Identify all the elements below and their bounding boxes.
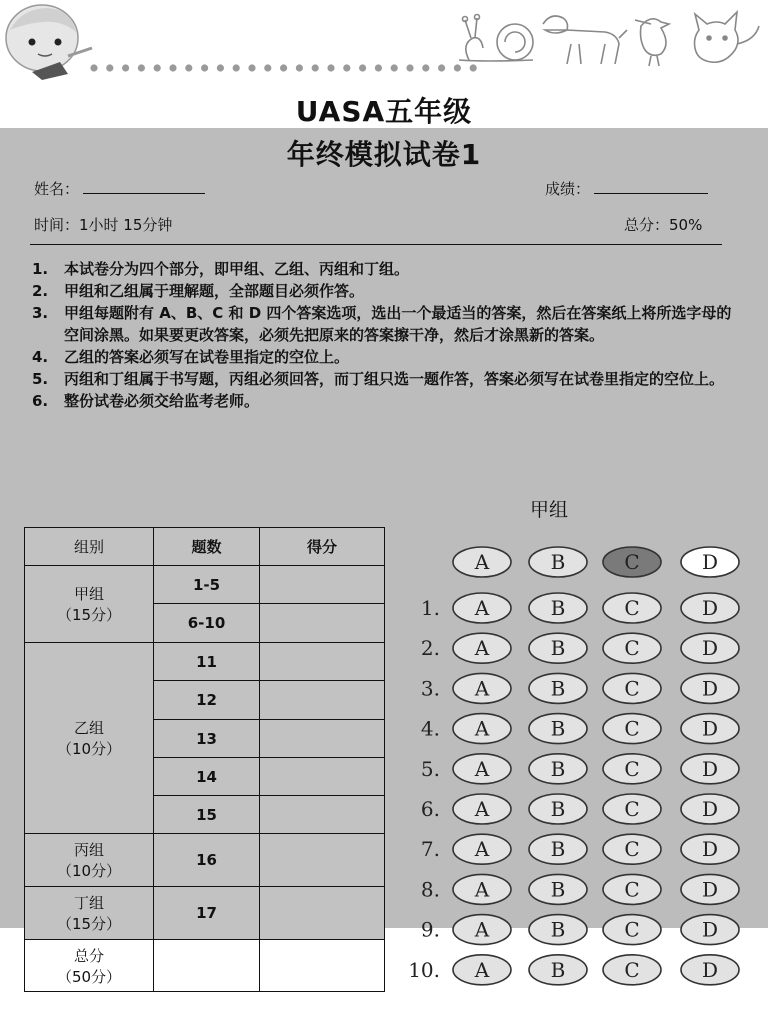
answer-bubble-a[interactable] (453, 754, 511, 784)
answer-bubble-a[interactable] (453, 794, 511, 824)
bubble-letter: A (474, 756, 490, 781)
instruction-text: 丙组和丁组属于书写题，丙组必须回答，而丁组只选一题作答，答案必须写在试卷里指定的空位上。 (64, 370, 725, 388)
answer-bubble-a[interactable] (453, 955, 511, 985)
answer-bubble-a[interactable] (453, 874, 511, 904)
divider-dot (217, 64, 224, 71)
group-d-cell (25, 887, 154, 940)
bubble-letter: B (550, 756, 566, 781)
bubble-letter: B (550, 550, 566, 574)
divider-dot (122, 64, 129, 71)
bubble-letter: B (550, 596, 566, 620)
instructions-list (32, 258, 744, 412)
divider-dot (312, 64, 319, 71)
instruction-item (32, 390, 744, 412)
bubble-letter: A (474, 676, 490, 701)
group-a-marks: （15分） (56, 606, 122, 624)
bubble-letter: D (701, 550, 719, 574)
header-score: 得分 (260, 528, 385, 566)
bubble-letter: D (701, 917, 719, 942)
bubble-letter: A (474, 917, 490, 942)
total-cell (25, 940, 154, 992)
divider-dot (201, 64, 208, 71)
bubble-letter: D (701, 596, 719, 620)
header-group: 组别 (25, 528, 154, 566)
instruction-text: 本试卷分为四个部分，即甲组、乙组、丙组和丁组。 (64, 260, 410, 278)
bubble-letter: B (550, 797, 566, 821)
group-d-marks: （15分） (56, 915, 122, 933)
score-cell[interactable] (260, 834, 385, 887)
answer-bubble-c[interactable] (603, 633, 661, 663)
group-c-cell (25, 834, 154, 887)
divider-dot (138, 64, 145, 71)
instruction-item (32, 280, 744, 302)
bubble-letter: C (624, 676, 640, 701)
answer-bubble-d[interactable] (681, 915, 739, 945)
count-16: 16 (154, 834, 260, 887)
answer-bubble-c[interactable] (603, 915, 661, 945)
divider-dot (327, 64, 334, 71)
bubble-letter: C (624, 917, 640, 942)
question-number: 5. (420, 756, 440, 781)
answer-bubble-c[interactable] (603, 794, 661, 824)
score-cell[interactable] (260, 566, 385, 604)
answer-bubble-d[interactable] (681, 834, 739, 864)
score-cell[interactable] (260, 887, 385, 940)
answer-bubble-c[interactable] (603, 754, 661, 784)
score-cell[interactable] (260, 720, 385, 758)
divider-dot (359, 64, 366, 71)
title-grade: UASA五年级 (295, 95, 473, 128)
bubble-letter: A (474, 596, 490, 620)
question-number: 3. (420, 676, 440, 701)
answer-bubble-a[interactable] (453, 834, 511, 864)
answer-bubble-b[interactable] (529, 955, 587, 985)
divider-dot (248, 64, 255, 71)
answer-bubble-c[interactable] (603, 714, 661, 744)
instruction-item (32, 258, 744, 280)
score-cell[interactable] (260, 681, 385, 720)
score-cell[interactable] (260, 604, 385, 643)
divider-dot (264, 64, 271, 71)
answer-bubble-d[interactable] (681, 794, 739, 824)
mascot-illustration-icon (2, 2, 94, 82)
count-14: 14 (154, 758, 260, 796)
answer-bubble-d[interactable] (681, 754, 739, 784)
question-number: 7. (420, 837, 440, 862)
example-bubble-d[interactable] (681, 547, 739, 577)
instruction-item (32, 368, 744, 390)
answer-bubble-d[interactable] (681, 714, 739, 744)
question-number: 2. (420, 636, 440, 661)
answer-bubble-c[interactable] (603, 593, 661, 623)
divider-dot (106, 64, 113, 71)
instruction-number: 5. (32, 370, 49, 388)
answer-bubble-c[interactable] (603, 955, 661, 985)
group-d-name: 丁组 (73, 894, 104, 912)
instruction-number: 3. (32, 304, 49, 322)
score-table (24, 527, 385, 992)
score-label: 成绩： (545, 180, 591, 198)
answer-bubble-d[interactable] (681, 673, 739, 703)
bubble-letter: C (624, 877, 640, 902)
bubble-letter: C (624, 596, 640, 620)
answer-bubble-c[interactable] (603, 673, 661, 703)
bubble-letter: A (474, 957, 490, 982)
score-cell[interactable] (260, 758, 385, 796)
name-label: 姓名： (34, 180, 80, 198)
header-count: 题数 (154, 528, 260, 566)
bubble-letter: D (701, 877, 719, 902)
answer-bubble-b[interactable] (529, 915, 587, 945)
total-score-cell[interactable] (260, 940, 385, 992)
name-underline[interactable] (83, 179, 205, 194)
group-a-cell (25, 566, 154, 643)
answer-bubble-d[interactable] (681, 955, 739, 985)
bubble-letter: D (701, 837, 719, 862)
total-label: 总分：50% (624, 216, 703, 234)
question-number: 4. (420, 716, 440, 741)
header-divider (30, 244, 722, 245)
divider-dot (438, 64, 445, 71)
instruction-item (32, 302, 744, 346)
bubble-letter: A (474, 797, 490, 821)
bubble-letter: D (701, 676, 719, 701)
bubble-letter: C (624, 957, 640, 982)
instruction-number: 1. (32, 260, 49, 278)
group-c-name: 丙组 (73, 841, 104, 859)
answer-bubble-c[interactable] (603, 834, 661, 864)
question-number: 10. (408, 957, 440, 982)
divider-dot (375, 64, 382, 71)
bubble-letter: C (624, 837, 640, 862)
instruction-text: 甲组和乙组属于理解题，全部题目必须作答。 (64, 282, 365, 300)
answer-bubble-d[interactable] (681, 593, 739, 623)
instruction-text: 甲组每题附有 A、B、C 和 D 四个答案选项，选出一个最适当的答案，然后在答案纸上将所选字母的空间涂黑。如果要更改答案，必须先把原来的答案擦干净，然后才涂黑新的答案。 (64, 304, 732, 344)
bubble-letter: C (624, 716, 640, 741)
count-11: 11 (154, 643, 260, 681)
answer-bubble-a[interactable] (453, 714, 511, 744)
bubble-letter: D (701, 797, 719, 821)
instruction-number: 2. (32, 282, 49, 300)
count-6-10: 6-10 (154, 604, 260, 643)
time-label: 时间：1小时 15分钟 (34, 216, 173, 234)
group-c-marks: （10分） (56, 862, 122, 880)
title-exam: 年终模拟试卷1 (286, 138, 482, 171)
divider-dot (233, 64, 240, 71)
divider-dot (343, 64, 350, 71)
bubble-letter: B (550, 716, 566, 741)
score-underline[interactable] (594, 179, 708, 194)
bubble-letter: D (701, 957, 719, 982)
count-13: 13 (154, 720, 260, 758)
answer-bubble-b[interactable] (529, 633, 587, 663)
answer-bubble-sheet (400, 540, 760, 1000)
dotted-divider (88, 62, 478, 74)
count-1-5: 1-5 (154, 566, 260, 604)
total-marks: （50分） (56, 967, 122, 986)
question-number: 1. (420, 596, 440, 620)
score-field[interactable] (545, 178, 708, 199)
answer-bubble-b[interactable] (529, 794, 587, 824)
bubble-letter: B (550, 877, 566, 902)
divider-dot (154, 64, 161, 71)
answer-bubble-b[interactable] (529, 874, 587, 904)
example-bubble-c[interactable] (603, 547, 661, 577)
divider-dot (296, 64, 303, 71)
answer-sheet-title: 甲组 (530, 499, 569, 521)
bubble-letter: B (550, 636, 566, 661)
question-number: 8. (420, 877, 440, 902)
count-17: 17 (154, 887, 260, 940)
instruction-number: 4. (32, 348, 49, 366)
bubble-letter: C (624, 756, 640, 781)
bubble-letter: B (550, 957, 566, 982)
divider-dot (406, 64, 413, 71)
bubble-letter: A (474, 716, 490, 741)
question-number: 9. (420, 917, 440, 942)
instruction-number: 6. (32, 392, 49, 410)
count-12: 12 (154, 681, 260, 720)
bubble-letter: B (550, 837, 566, 862)
group-b-name: 乙组 (73, 719, 104, 737)
instruction-text: 乙组的答案必须写在试卷里指定的空位上。 (64, 348, 350, 366)
bubble-letter: D (701, 636, 719, 661)
answer-bubble-c[interactable] (603, 874, 661, 904)
answer-bubble-b[interactable] (529, 714, 587, 744)
example-bubble-a[interactable] (453, 547, 511, 577)
group-b-cell (25, 643, 154, 834)
example-bubble-b[interactable] (529, 547, 587, 577)
question-number: 6. (420, 797, 440, 821)
animals-illustration-icon (455, 4, 765, 70)
total-count-cell (154, 940, 260, 992)
name-field[interactable] (34, 178, 205, 199)
answer-bubble-d[interactable] (681, 633, 739, 663)
bubble-letter: A (474, 636, 490, 661)
divider-dot (280, 64, 287, 71)
total-name: 总分 (73, 946, 104, 965)
divider-dot (90, 64, 97, 71)
bubble-letter: B (550, 917, 566, 942)
divider-dot (391, 64, 398, 71)
bubble-letter: A (474, 550, 490, 574)
bubble-letter: C (624, 550, 640, 574)
bubble-letter: C (624, 797, 640, 821)
score-cell[interactable] (260, 643, 385, 681)
divider-dot (169, 64, 176, 71)
bubble-letter: C (624, 636, 640, 661)
divider-dot (185, 64, 192, 71)
bubble-letter: A (474, 877, 490, 902)
answer-bubble-a[interactable] (453, 593, 511, 623)
answer-bubble-b[interactable] (529, 673, 587, 703)
bubble-letter: A (474, 837, 490, 862)
answer-bubble-b[interactable] (529, 834, 587, 864)
answer-bubble-d[interactable] (681, 874, 739, 904)
instruction-text: 整份试卷必须交给监考老师。 (64, 392, 260, 410)
answer-bubble-a[interactable] (453, 915, 511, 945)
answer-bubble-a[interactable] (453, 633, 511, 663)
bubble-letter: D (701, 716, 719, 741)
group-b-marks: （10分） (56, 740, 122, 758)
answer-bubble-a[interactable] (453, 673, 511, 703)
bubble-letter: B (550, 676, 566, 701)
count-15: 15 (154, 796, 260, 834)
score-cell[interactable] (260, 796, 385, 834)
answer-bubble-b[interactable] (529, 593, 587, 623)
bubble-letter: D (701, 756, 719, 781)
group-a-name: 甲组 (73, 585, 104, 603)
answer-bubble-b[interactable] (529, 754, 587, 784)
divider-dot (422, 64, 429, 71)
instruction-item (32, 346, 744, 368)
